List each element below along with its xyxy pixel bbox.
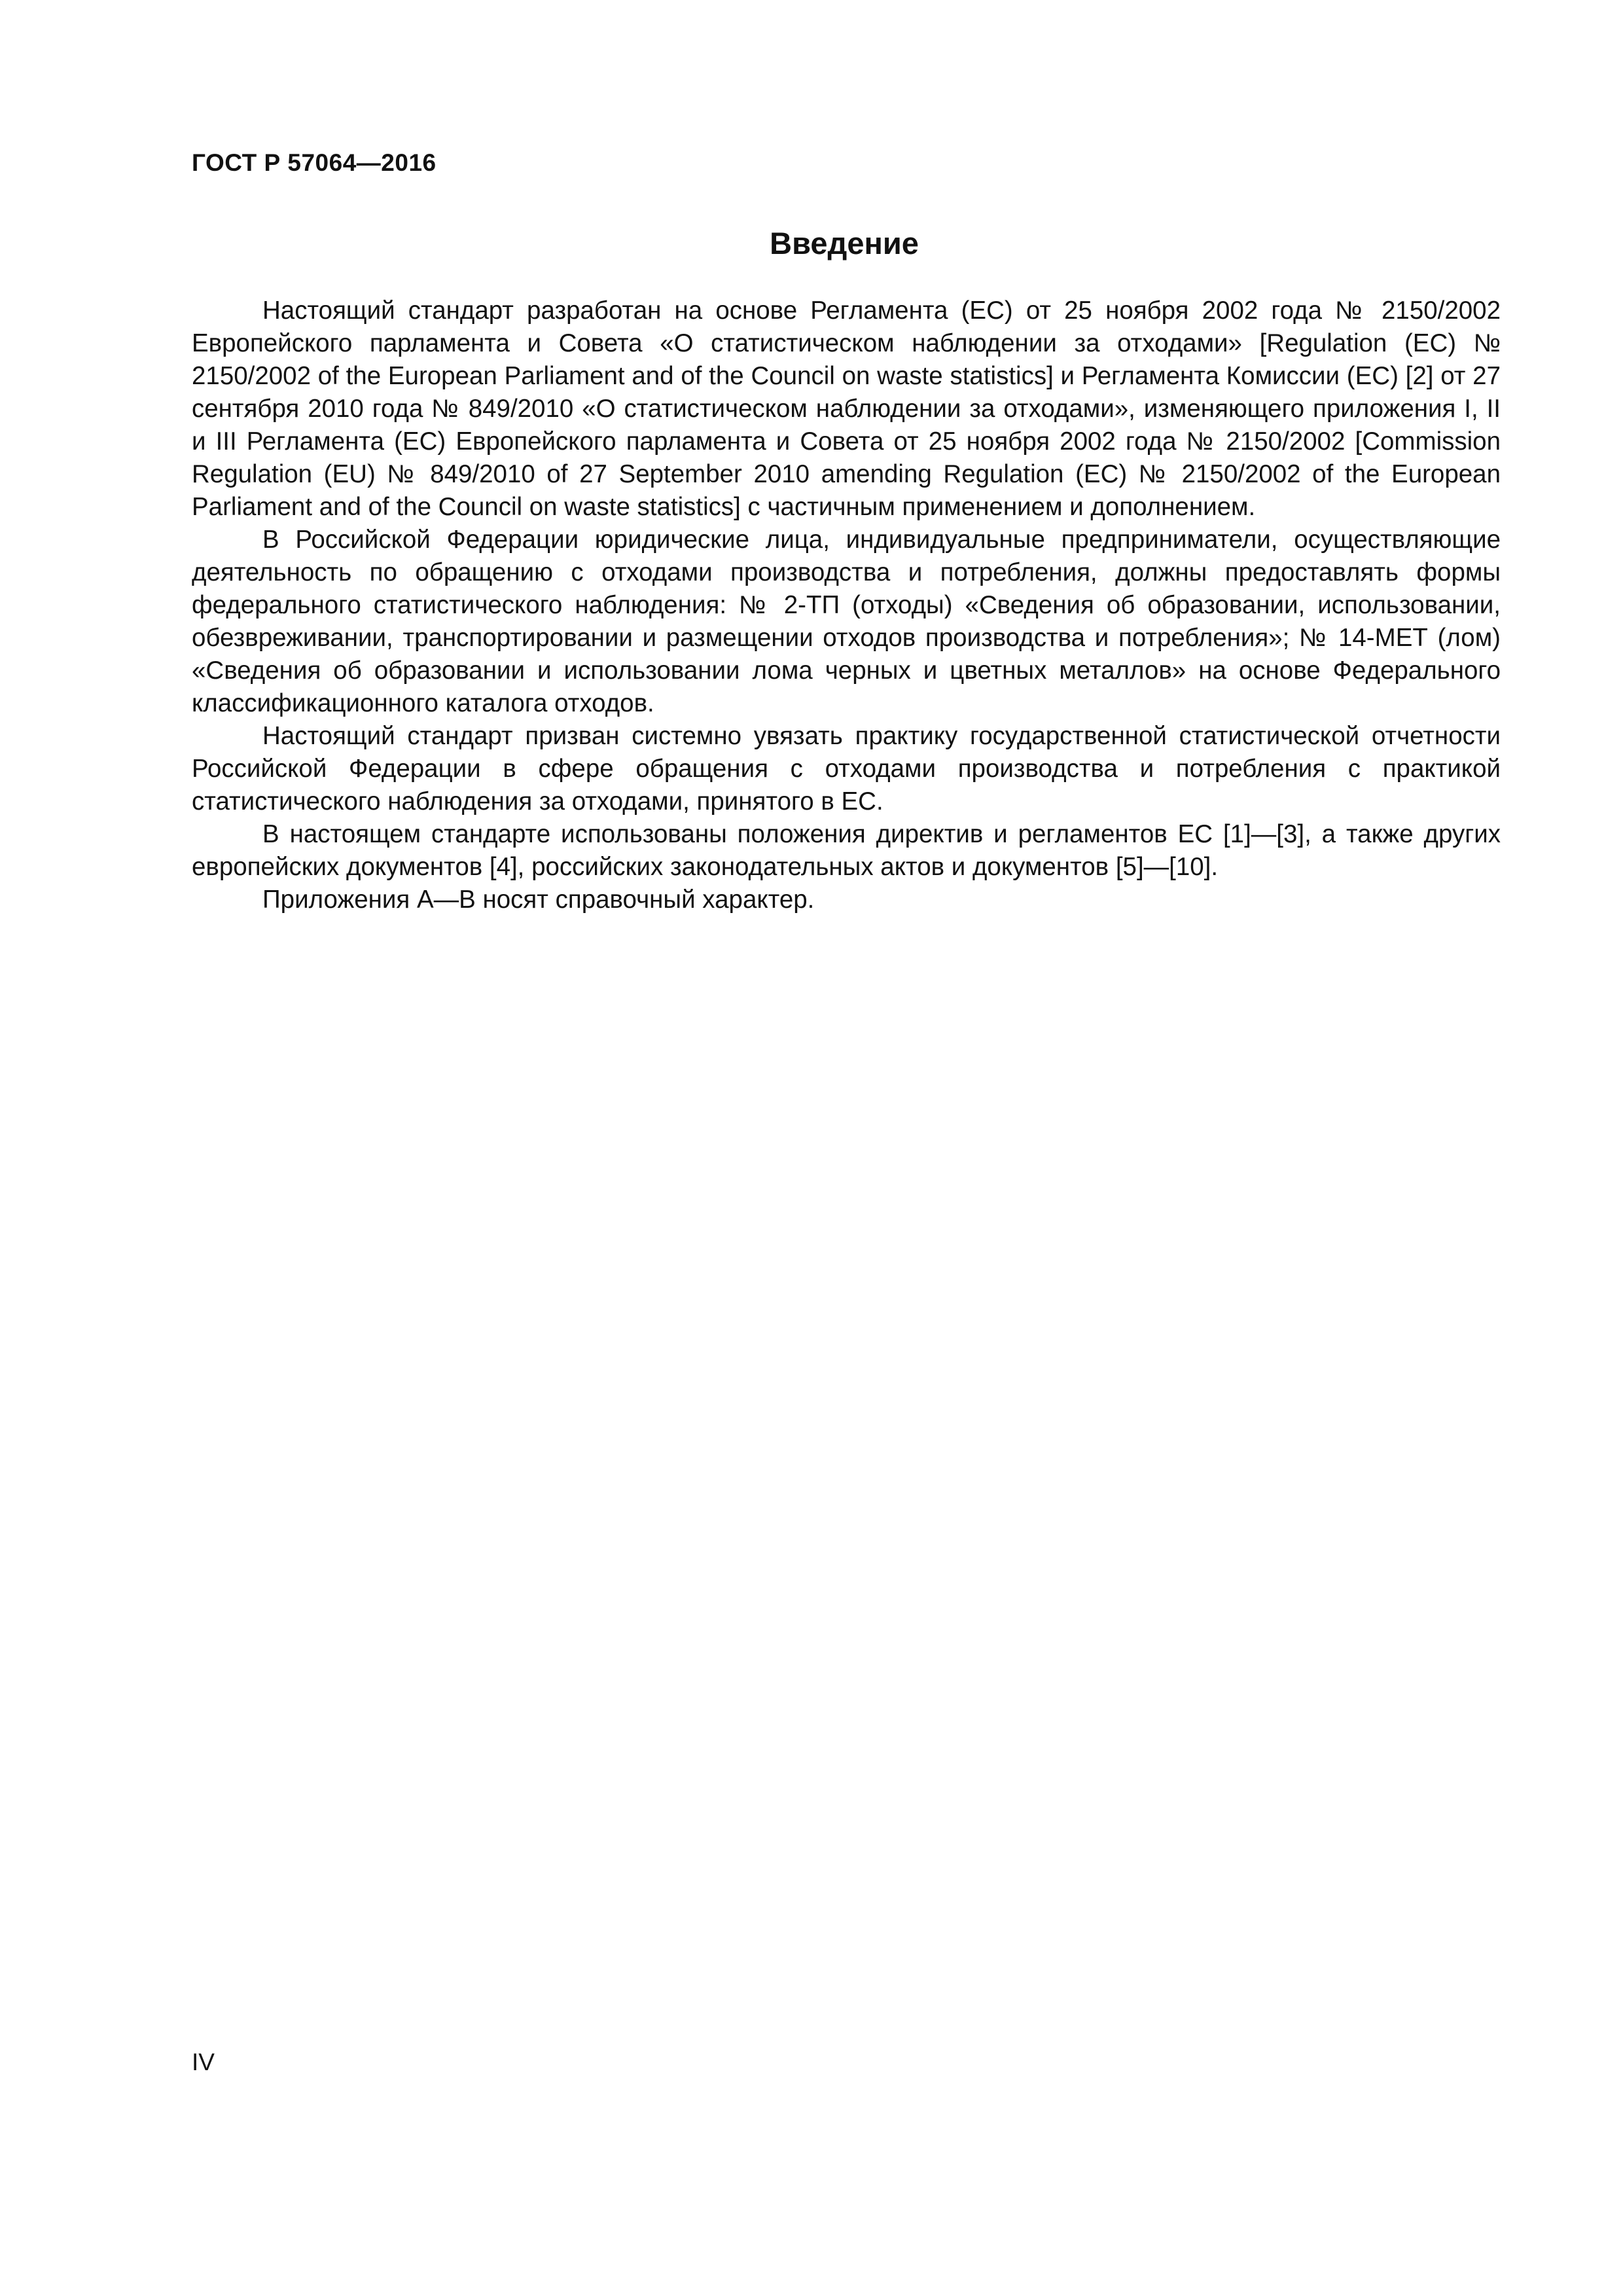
document-code-header: ГОСТ Р 57064—2016: [192, 149, 437, 176]
introduction-body: [192, 295, 1501, 916]
paragraph: Настоящий стандарт призван системно увязать практику государственной статистической отчетности Российской Федерации в сфере обращения с отходами производства и потребления с практикой статистического наблюдения за отходами, принятого в ЕС.: [192, 722, 1501, 816]
paragraph: Настоящий стандарт разработан на основе Регламента (ЕС) от 25 ноября 2002 года № 2150/2002 Европейского парламента и Совета «О статистическом наблюдении за отходами» [Regulation (EC) № 2150/2002 of the European Parliament and of the Council on waste statistics] и Регламента Комиссии (ЕС) [2] от 27 сентября 2010 года № 849/2010 «О статистическом наблюдении за отходами», изменяющего приложения I, II и III Регламента (ЕС) Европейского парламента и Совета от 25 ноября 2002 года № 2150/2002 [Commission Regulation (EU) № 849/2010 of 27 September 2010 amending Regulation (EC) № 2150/2002 of the European Parliament and of the Council on waste statistics] с частичным применением и дополнением.: [192, 296, 1501, 521]
paragraph: В настоящем стандарте использованы положения директив и регламентов ЕС [1]—[3], а также других европейских документов [4], российских законодательных актов и документов [5]—[10].: [192, 820, 1501, 881]
paragraph: В Российской Федерации юридические лица, индивидуальные предприниматели, осуществляющие деятельность по обращению с отходами производства и потребления, должны предоставлять формы федерального статистического наблюдения: № 2-ТП (отходы) «Сведения об образовании, использовании, обезвреживании, транспортировании и размещении отходов производства и потребления»; № 14-МЕТ (лом) «Сведения об образовании и использовании лома черных и цветных металлов» на основе Федерального классификационного каталога отходов.: [192, 526, 1501, 717]
section-title: Введение: [770, 226, 919, 260]
paragraph: Приложения А—В носят справочный характер.: [262, 886, 815, 914]
page-number: IV: [192, 2049, 215, 2075]
